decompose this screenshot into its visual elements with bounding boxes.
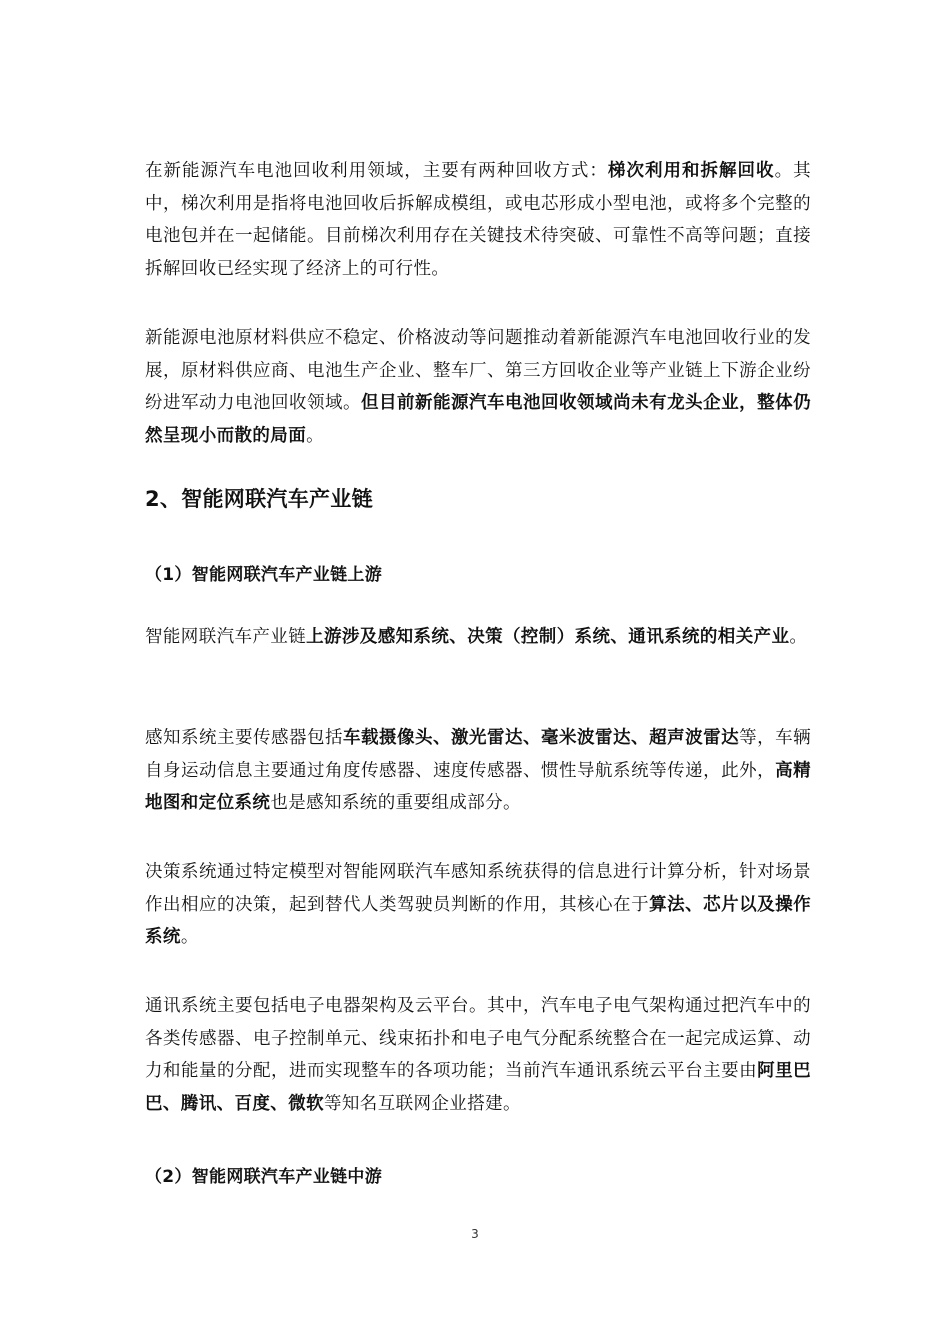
- paragraph-decision-system: [145, 856, 811, 954]
- text-run: 也是感知系统的重要组成部分。: [270, 793, 521, 813]
- text-run: 。: [180, 927, 199, 947]
- subsection-heading-midstream: （2）智能网联汽车产业链中游: [145, 1167, 383, 1187]
- paragraph-perception-system: [145, 722, 811, 820]
- bold-text-run: 梯次利用和拆解回收: [607, 161, 775, 181]
- text-run: 智能网联汽车产业链: [145, 627, 307, 647]
- text-run: 新能源电池原材料供应不稳定、价格波动等问题推动着新能源汽车电池回收行业的发展，原材料供应商、电池生产企业、整车厂、第三方回收企业等产业链上下游企业纷纷进军动力电池回收领域。: [145, 328, 811, 413]
- paragraph-upstream-overview: [145, 621, 811, 654]
- text-run: 决策系统通过特定模型对智能网联汽车感知系统获得的信息进行计算分析，针对场景作出相应的决策，起到替代人类驾驶员判断的作用，其核心在于: [145, 862, 811, 915]
- bold-text-run: 高精地图和定位系统: [145, 760, 811, 813]
- text-run: 等，车辆自身运动信息主要通过角度传感器、速度传感器、惯性导航系统等传递，此外，: [145, 728, 811, 781]
- text-run: 感知系统主要传感器包括: [145, 728, 344, 748]
- text-run: 。: [306, 425, 325, 446]
- paragraph-battery-recycling-methods: [145, 155, 811, 285]
- bold-text-run: 算法、芯片以及操作系统: [145, 894, 811, 947]
- text-run: 。: [789, 627, 808, 647]
- bold-text-run: 车载摄像头、激光雷达、毫米波雷达、超声波雷达: [343, 728, 740, 748]
- paragraph-communication-system: [145, 990, 811, 1120]
- subsection-heading-upstream: （1）智能网联汽车产业链上游: [145, 565, 383, 585]
- text-run: 在新能源汽车电池回收利用领域，主要有两种回收方式：: [145, 161, 608, 181]
- text-run: 等知名互联网企业搭建。: [324, 1093, 521, 1114]
- paragraph-battery-recycling-industry: [145, 322, 811, 452]
- text-run: 。其中，梯次利用是指将电池回收后拆解成模组，或电芯形成小型电池，或将多个完整的电池包并在一起储能。目前梯次利用存在关键技术待突破、可靠性不高等问题；直接拆解回收已经实现了经济上的可行性。: [145, 161, 811, 279]
- page-number: 3: [471, 1227, 479, 1241]
- section-heading: 2、智能网联汽车产业链: [145, 487, 373, 511]
- bold-text-run: 上游涉及感知系统、决策（控制）系统、通讯系统的相关产业: [306, 627, 790, 647]
- text-run: 通讯系统主要包括电子电器架构及云平台。其中，汽车电子电气架构通过把汽车中的各类传感器、电子控制单元、线束拓扑和电子电气分配系统整合在一起完成运算、动力和能量的分配，进而实现整车的各项功能；当前汽车通讯系统云平台主要由: [145, 996, 811, 1081]
- bold-text-run: 但目前新能源汽车电池回收领域尚未有龙头企业，整体仍然呈现小而散的局面: [145, 393, 811, 446]
- bold-text-run: 阿里巴巴、腾讯、百度、微软: [145, 1061, 811, 1114]
